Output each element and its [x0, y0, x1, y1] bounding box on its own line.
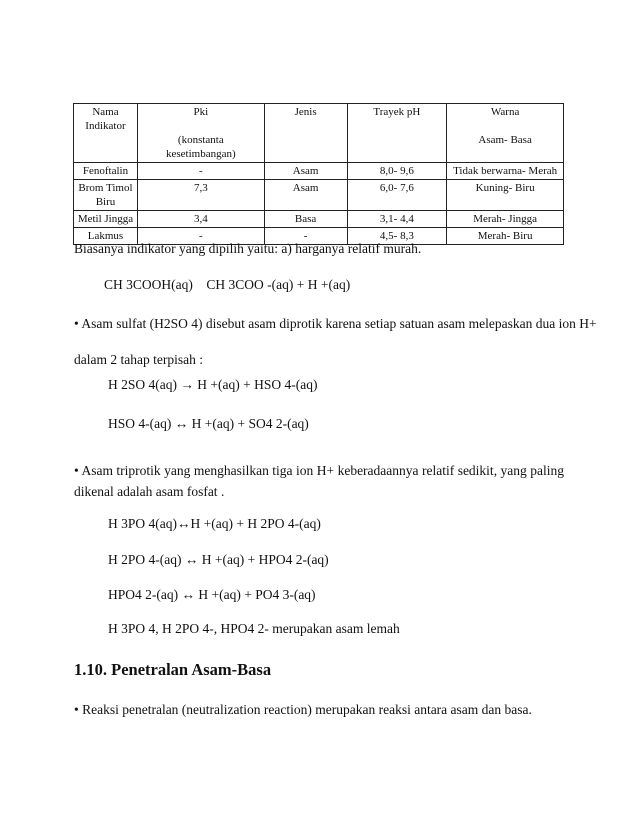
cell: 7,3	[137, 180, 264, 211]
equation-phosphoric-step2: H 2PO 4-(aq) ↔ H +(aq) + HPO4 2-(aq)	[108, 552, 329, 567]
cell: Lakmus	[74, 228, 138, 245]
cell: Metil Jingga	[74, 211, 138, 228]
cell: Brom Timol Biru	[74, 180, 138, 211]
cell: Asam	[264, 163, 347, 180]
cell: 4,5- 8,3	[347, 228, 447, 245]
cell: 3,1- 4,4	[347, 211, 447, 228]
table-row	[74, 163, 564, 180]
cell: Tidak berwarna- Merah	[447, 163, 564, 180]
header-warna: Warna Asam- Basa	[447, 104, 564, 163]
cell: 8,0- 9,6	[347, 163, 447, 180]
cell: -	[264, 228, 347, 245]
header-pki: Pki (konstanta kesetimbangan)	[137, 104, 264, 163]
section-heading: 1.10. Penetralan Asam-Basa	[74, 660, 272, 679]
cell: -	[137, 228, 264, 245]
cell: Merah- Jingga	[447, 211, 564, 228]
table-row	[74, 211, 564, 228]
equation-phosphoric-step3: HPO4 2-(aq) ↔ H +(aq) + PO4 3-(aq)	[108, 587, 316, 602]
cell: Asam	[264, 180, 347, 211]
paragraph-sulfuric-acid: • Asam sulfat (H2SO 4) disebut asam diprotik karena setiap satuan asam melepaskan dua ion H+	[74, 316, 597, 331]
cell: Kuning- Biru	[447, 180, 564, 211]
cell: 6,0- 7,6	[347, 180, 447, 211]
equation-phosphoric-step1: H 3PO 4(aq)↔H +(aq) + H 2PO 4-(aq)	[108, 516, 321, 531]
table-row	[74, 180, 564, 211]
indicator-table	[73, 103, 564, 245]
paragraph-neutralization: • Reaksi penetralan (neutralization reaction) merupakan reaksi antara asam dan basa.	[74, 702, 532, 717]
cell: Fenoftalin	[74, 163, 138, 180]
table-header-row	[74, 104, 564, 163]
header-nama: Nama Indikator	[74, 104, 138, 163]
paragraph-triprotic-acid: • Asam triprotik yang menghasilkan tiga ion H+ keberadaannya relatif sedikit, yang paling dikenal adalah asam fosfat .	[74, 463, 564, 499]
paragraph-two-steps: dalam 2 tahap terpisah :	[74, 352, 203, 367]
equation-acetic-acid: CH 3COOH(aq) CH 3COO -(aq) + H +(aq)	[104, 277, 351, 292]
paragraph-indicator-choice: Biasanya indikator yang dipilih yaitu: a) harganya relatif murah.	[74, 241, 422, 256]
equation-sulfuric-step1: H 2SO 4(aq) → H +(aq) + HSO 4-(aq)	[108, 377, 318, 392]
cell: Basa	[264, 211, 347, 228]
header-trayek: Trayek pH	[347, 104, 447, 163]
weak-acid-statement: H 3PO 4, H 2PO 4-, HPO4 2- merupakan asam lemah	[108, 621, 400, 636]
cell: Merah- Biru	[447, 228, 564, 245]
equation-sulfuric-step2: HSO 4-(aq) ↔ H +(aq) + SO4 2-(aq)	[108, 416, 309, 431]
cell: 3,4	[137, 211, 264, 228]
cell: -	[137, 163, 264, 180]
header-jenis: Jenis	[264, 104, 347, 163]
